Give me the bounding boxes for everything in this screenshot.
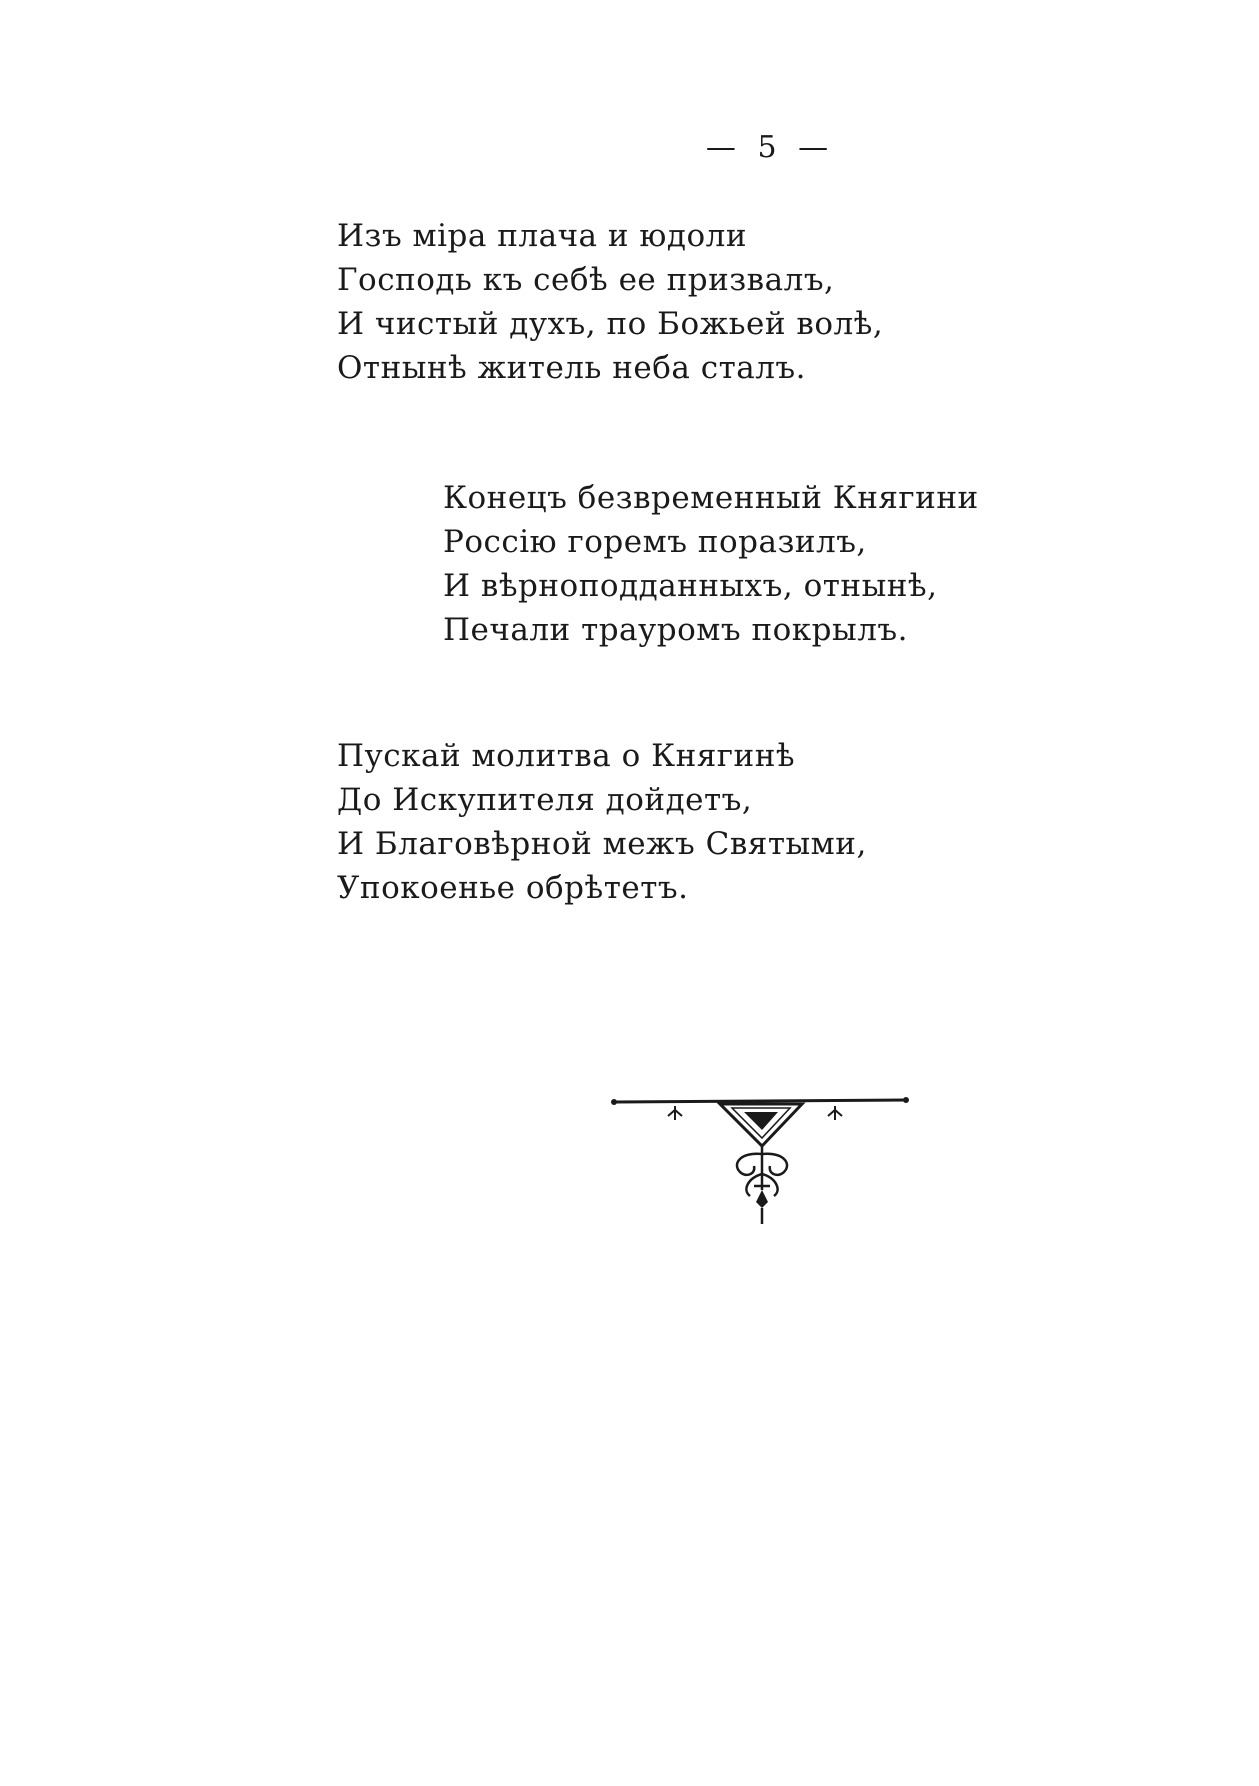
poem-line: И вѣрноподданныхъ, отнынѣ,	[443, 568, 938, 604]
poem-line: Изъ міра плача и юдоли	[337, 218, 748, 254]
poem-line: Пускай молитва о Княгинѣ	[337, 738, 796, 774]
poem-line: Господь къ себѣ ее призвалъ,	[337, 262, 835, 298]
page-number: — 5 —	[705, 130, 835, 165]
poem-line: До Искупителя дойдетъ,	[337, 782, 753, 818]
poem-line: Печали трауромъ покрылъ.	[443, 612, 908, 648]
poem-stanza-3	[337, 734, 867, 910]
poem-stanza-1	[337, 214, 883, 390]
poem-stanza-2	[443, 476, 979, 652]
poem-line: Упокоенье обрѣтетъ.	[337, 870, 689, 906]
poem-line: И Благовѣрной межъ Святыми,	[337, 826, 867, 862]
poem-line: Конецъ безвременный Княгини	[443, 480, 979, 516]
poem-line: Россію горемъ поразилъ,	[443, 524, 867, 560]
tailpiece-ornament-icon	[610, 1090, 910, 1230]
poem-line: И чистый духъ, по Божьей волѣ,	[337, 306, 884, 342]
poem-line: Отнынѣ житель неба сталъ.	[337, 350, 806, 386]
